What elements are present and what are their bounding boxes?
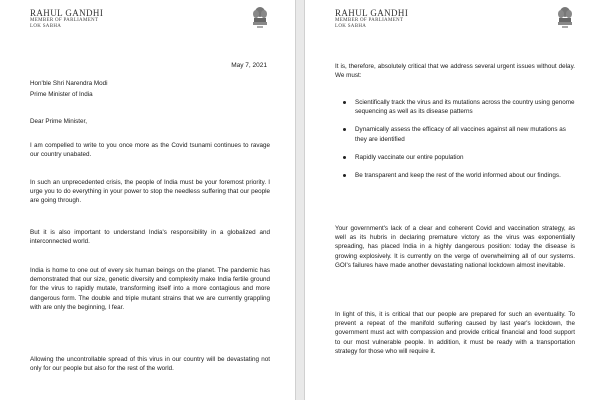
list-item-text: Be transparent and keep the rest of the world informed about our findings. [355, 172, 561, 180]
list-item-text: Rapidly vaccinate our entire population [355, 153, 464, 161]
letterhead-name: RAHUL GANDHI [335, 8, 409, 18]
letterhead-title: MEMBER OF PARLIAMENT [30, 18, 99, 23]
list-item [335, 98, 575, 116]
list-item [335, 125, 575, 143]
paragraph-5: Allowing the uncontrollable spread of this virus in our country will be devastating not only for our people but also for the rest of the world. [30, 356, 270, 373]
bullet-icon [343, 128, 346, 131]
bullet-icon [343, 174, 346, 177]
action-list [335, 98, 575, 189]
letter-date: May 7, 2021 [231, 62, 267, 69]
letterhead-house: LOK SABHA [30, 24, 62, 29]
letterhead [30, 8, 103, 30]
list-item [335, 153, 575, 162]
paragraph-2: In such an unprecedented crisis, the people of India must be your foremost priority. I urge you to do everything in your power to stop the needless suffering that our people are going through. [30, 179, 270, 205]
paragraph-strategy: Your government's lack of a clear and coherent Covid and vaccination strategy, as well as its hubris in declaring premature victory as the virus was exponentially spreading, has placed India in a highly dangerous position: today the disease is growing explosively. It is currently on the verge of overwhelming all of our systems. GOI's failures have made another devastating national lockdown almost inevitable. [335, 225, 575, 269]
paragraph-4: India is home to one out of every six human beings on the planet. The pandemic has demonstrated that our size, genetic diversity and complexity make India fertile ground for the virus to rapidly mutate, transforming itself into a more contagious and more dangerous form. The double and triple mutant strains that we are currently grappling with are only the beginning, I fear. [30, 267, 270, 311]
paragraph-1: I am compelled to write to you once more as the Covid tsunami continues to ravage our country unabated. [30, 142, 270, 159]
intro-paragraph: It is, therefore, absolutely critical that we address several urgent issues without delay. We must: [335, 63, 575, 80]
paragraph-lockdown: In light of this, it is critical that our people are prepared for such an eventuality. To prevent a repeat of the manifold suffering caused by last year's lockdown, the government must act with compassion and provide critical financial and food support to our most vulnerable people. In addition, it must be ready with a transportation strategy for those who will require it. [335, 311, 575, 355]
letter-page-2 [304, 0, 600, 400]
letterhead [335, 8, 408, 30]
letter-page-1 [0, 0, 296, 400]
recipient-title: Prime Minister of India [30, 91, 93, 98]
letterhead-house: LOK SABHA [335, 24, 367, 29]
salutation: Dear Prime Minister, [30, 118, 88, 125]
list-item-text: Dynamically assess the efficacy of all vaccines against all new mutations as they are identified [355, 126, 566, 143]
list-item [335, 171, 575, 180]
ashoka-lion-emblem-icon [556, 6, 574, 32]
letterhead-name: RAHUL GANDHI [30, 8, 104, 18]
bullet-icon [343, 101, 346, 104]
letterhead-title: MEMBER OF PARLIAMENT [335, 18, 404, 23]
ashoka-lion-emblem-icon [251, 6, 269, 32]
list-item-text: Scientifically track the virus and its mutations across the country using genome sequencing as well as its disease patterns [355, 99, 575, 116]
bullet-icon [343, 156, 346, 159]
paragraph-3: But it is also important to understand India's responsibility in a globalized and interconnected world. [30, 229, 270, 246]
recipient-name: Hon'ble Shri Narendra Modi [30, 80, 108, 87]
